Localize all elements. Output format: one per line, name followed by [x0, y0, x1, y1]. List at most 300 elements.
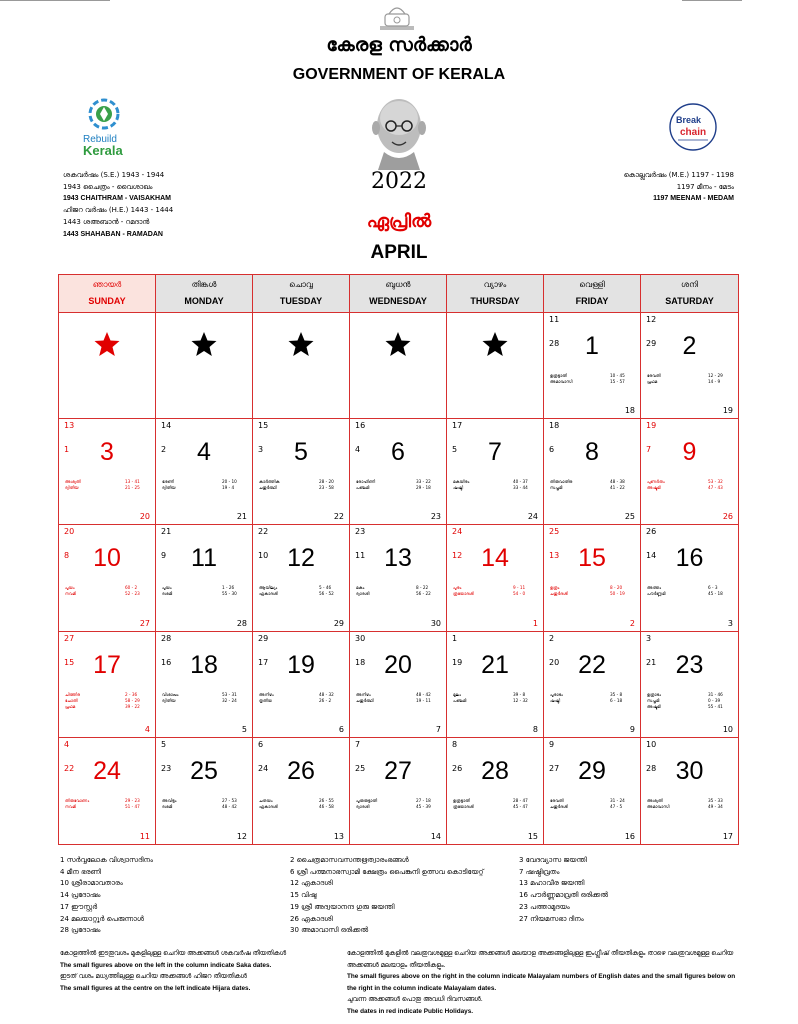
saka-date: 27 — [64, 633, 75, 643]
malayalam-era-date: 9 — [629, 724, 635, 734]
hijra-date: 19 — [452, 657, 463, 667]
saka-date: 17 — [452, 421, 463, 431]
detail-time: 60 - 2 — [125, 585, 138, 591]
star-tithi-details — [550, 373, 634, 385]
detail-time: 29 - 23 — [125, 797, 140, 803]
era-line: 1443 SHAHABAN - RAMADAN — [63, 230, 163, 238]
hijra-date: 1 — [64, 445, 70, 455]
day-cell — [59, 419, 156, 525]
festival-note: 12 ഏകാദശി — [290, 879, 333, 888]
detail-time: 2 - 36 — [125, 691, 138, 697]
malayalam-era-date: 19 — [722, 406, 733, 416]
detail-name: പൂരം — [453, 585, 462, 591]
detail-row — [162, 591, 246, 597]
detail-name: ദ്വിതീയ — [162, 485, 176, 491]
malayalam-era-date: 29 — [333, 618, 344, 628]
gandhi-portrait-image — [362, 92, 436, 170]
detail-name: ദ്വിതീയ — [65, 485, 79, 491]
star-tithi-details — [162, 692, 246, 704]
english-date: 28 — [481, 756, 509, 785]
empty-day-cell — [59, 313, 156, 419]
day-cell — [544, 525, 641, 631]
malayalam-era-date: 15 — [527, 831, 538, 841]
detail-time: 19 - 11 — [416, 697, 431, 703]
malayalam-era-date: 2 — [629, 618, 635, 628]
hijra-date: 14 — [646, 551, 657, 561]
festival-note: 15 വിഷു — [290, 891, 317, 900]
saka-date: 2 — [549, 633, 555, 643]
detail-time: 35 - 33 — [708, 797, 723, 803]
hijra-date: 21 — [646, 657, 657, 667]
legend-line: ഇടത് വശം മധ്യത്തിലുള്ള ചെറിയ അക്കങ്ങൾ ഹിജറ തീയതികൾ — [60, 972, 247, 980]
detail-name: രേവതി — [647, 373, 661, 378]
malayalam-era-date: 16 — [624, 831, 635, 841]
saka-date: 21 — [161, 527, 172, 537]
saka-date: 1 — [452, 633, 458, 643]
malayalam-era-date: 18 — [624, 406, 635, 416]
detail-time: 14 - 9 — [708, 379, 721, 384]
day-cell — [447, 632, 544, 738]
english-date: 12 — [287, 544, 315, 573]
day-cell — [641, 525, 738, 631]
detail-time: 41 - 22 — [610, 485, 625, 491]
festival-note: 17 ഈസ്റ്റർ — [60, 902, 98, 911]
detail-time: 9 - 11 — [513, 585, 526, 591]
star-tithi-details — [550, 479, 634, 491]
malayalam-era-date: 4 — [144, 724, 150, 734]
day-cell — [350, 525, 447, 631]
empty-day-cell — [447, 313, 544, 419]
hijra-date: 8 — [64, 551, 70, 561]
detail-name: ചതുർത്ഥി — [356, 697, 374, 703]
hijra-date: 28 — [646, 763, 657, 773]
english-date: 20 — [384, 650, 412, 679]
weekday-name-en: TUESDAY — [279, 296, 323, 306]
malayalam-era-date: 17 — [722, 831, 733, 841]
detail-name: അഷ്ടമി — [647, 485, 661, 491]
malayalam-era-date: 22 — [333, 512, 344, 522]
detail-time: 46 - 58 — [319, 803, 334, 809]
detail-name: പ്രഥമ — [65, 703, 76, 709]
title-malayalam: കേരള സർക്കാർ — [326, 34, 472, 56]
legend-line: The small figures above on the left in the column indicate Saka dates. — [60, 961, 272, 969]
detail-name: അശ്വതി — [647, 797, 663, 803]
hijra-date: 24 — [258, 763, 269, 773]
detail-time: 12 - 29 — [708, 373, 723, 378]
hijra-date: 9 — [161, 551, 167, 561]
weekday-header-tuesday — [253, 275, 350, 313]
detail-time: 53 - 31 — [222, 691, 237, 697]
detail-row — [162, 804, 246, 810]
day-cell — [544, 419, 641, 525]
detail-time: 8 - 20 — [610, 585, 623, 591]
star-tithi-details — [647, 798, 732, 810]
legend-line: The small figures at the centre on the left indicate Hijara dates. — [60, 984, 251, 992]
detail-row — [647, 804, 732, 810]
weekday-name-ml: വെള്ളി — [579, 280, 605, 289]
empty-day-cell — [156, 313, 253, 419]
english-date: 9 — [682, 438, 697, 467]
detail-name: രേവതി — [550, 797, 564, 803]
detail-time: 47 - 43 — [708, 485, 723, 491]
era-line: 1197 MEENAM - MEDAM — [653, 195, 734, 203]
malayalam-era-date: 24 — [527, 512, 538, 522]
english-date: 1 — [585, 332, 599, 360]
detail-row — [259, 591, 343, 597]
detail-row — [259, 804, 343, 810]
english-date: 16 — [675, 544, 704, 573]
hijra-date: 2 — [161, 445, 167, 455]
star-tithi-details — [65, 585, 149, 597]
hijra-date: 15 — [64, 657, 75, 667]
festival-note: 24 മലയാറ്റൂർ പെരുന്നാൾ — [60, 914, 144, 923]
saka-date: 14 — [161, 421, 172, 431]
festival-note: 27 നിയമസഭാ ദിനം — [519, 914, 584, 923]
detail-name: ചതുർദശി — [550, 803, 568, 809]
detail-time: 27 - 18 — [416, 797, 431, 803]
detail-row — [356, 591, 440, 597]
calendar-grid — [58, 274, 739, 845]
malayalam-era-date: 21 — [236, 512, 247, 522]
festival-note: 23 പത്താമുദയം — [519, 902, 570, 911]
weekday-name-ml: ചൊവ്വ — [289, 280, 313, 289]
day-cell — [544, 632, 641, 738]
hijra-date: 6 — [549, 445, 555, 455]
weekday-name-ml: ശനി — [681, 280, 698, 289]
hijra-date: 28 — [549, 339, 560, 348]
legend-line: കോളത്തിൽ ഇടതുവശം മുകളിലുള്ള ചെറിയ അക്കങ്ങൾ ശകവർഷ തീയതികൾ — [60, 949, 287, 957]
month-malayalam: ഏപ്രിൽ — [366, 211, 432, 232]
detail-time: 45 - 39 — [416, 803, 431, 809]
detail-time: 20 - 10 — [222, 479, 237, 485]
english-date: 14 — [481, 544, 509, 573]
era-line: 1197 മീനം - മേടം — [676, 182, 734, 191]
detail-row — [65, 591, 149, 597]
detail-name: ചതയം — [259, 797, 273, 803]
day-cell — [59, 738, 156, 844]
hijra-date: 12 — [452, 551, 463, 561]
detail-name: വിശാഖം — [162, 691, 179, 697]
day-cell — [641, 313, 738, 419]
festival-note: 6 ശ്രീ പത്മനാഭസ്വാമി ക്ഷേത്രം പൈങ്കുനി ഉത്സവ കൊടിയേറ്റ് — [290, 867, 484, 876]
english-date: 22 — [578, 650, 606, 679]
detail-name: കാർത്തിക — [259, 479, 280, 485]
day-cell — [641, 419, 738, 525]
legend-line: കോളത്തിൽ മുകളിൽ വലതുവശമുള്ള ചെറിയ അക്കങ്ങൾ മലയാള അക്കങ്ങളിലുള്ള ഇംഗ്ലീഷ് തീയതികളും താഴെ വലതുവശമുള്ള ചെറിയ അക്കങ്ങൾ മലയാളം തീയതികളും. — [347, 949, 734, 969]
star-tithi-details — [550, 692, 634, 704]
star-icon — [384, 330, 412, 358]
english-date: 5 — [294, 438, 308, 467]
detail-time: 28 - 20 — [319, 479, 334, 485]
malayalam-era-date: 8 — [532, 724, 538, 734]
detail-row — [550, 804, 634, 810]
hijra-date: 29 — [646, 339, 657, 348]
saka-date: 18 — [549, 421, 560, 431]
saka-date: 24 — [452, 527, 463, 537]
star-tithi-details — [453, 798, 537, 810]
detail-time: 51 - 47 — [125, 803, 140, 809]
english-date: 24 — [93, 756, 121, 785]
star-tithi-details — [647, 585, 732, 597]
day-cell — [350, 738, 447, 844]
weekday-name-en: SATURDAY — [665, 296, 714, 306]
star-tithi-details — [647, 692, 732, 710]
legend-line: The dates in red indicate Public Holidays. — [347, 1007, 474, 1015]
notes-column — [519, 855, 608, 925]
hijra-date: 20 — [549, 657, 560, 667]
detail-name: ഏകാദശി — [259, 591, 278, 597]
detail-row — [356, 698, 440, 704]
english-date: 11 — [191, 544, 217, 573]
day-cell — [447, 419, 544, 525]
detail-time: 1 - 26 — [222, 585, 235, 591]
detail-name: പൂയം — [65, 585, 75, 591]
detail-time: 26 - 55 — [319, 797, 334, 803]
detail-time: 48 - 42 — [416, 691, 431, 697]
hijra-date: 16 — [161, 657, 172, 667]
kerala-text: Kerala — [83, 143, 123, 158]
legend-right — [347, 948, 739, 1017]
english-date: 7 — [488, 438, 502, 467]
english-date: 27 — [384, 756, 412, 785]
detail-time: 40 - 37 — [513, 479, 528, 485]
star-tithi-details — [453, 585, 537, 597]
empty-day-cell — [253, 313, 350, 419]
detail-name: അഷ്ടമി — [647, 703, 661, 709]
hijra-date: 10 — [258, 551, 269, 561]
detail-name: തിരുവോണം — [65, 797, 90, 803]
detail-time: 53 - 32 — [708, 479, 723, 485]
detail-time: 8 - 22 — [416, 585, 429, 591]
day-cell — [641, 632, 738, 738]
detail-row — [647, 591, 732, 597]
english-date: 26 — [287, 756, 315, 785]
detail-row — [453, 804, 537, 810]
malayalam-era-date: 5 — [241, 724, 247, 734]
detail-time: 54 - 0 — [513, 591, 526, 597]
chain-text: chain — [680, 127, 707, 138]
day-cell — [59, 525, 156, 631]
star-tithi-details — [647, 373, 732, 385]
star-icon — [481, 330, 509, 358]
star-tithi-details — [550, 798, 634, 810]
detail-name: അത്തം — [647, 585, 662, 591]
star-tithi-details — [65, 692, 149, 710]
detail-row — [453, 698, 537, 704]
detail-time: 45 - 47 — [513, 803, 528, 809]
detail-name: പഞ്ചമി — [453, 697, 467, 703]
saka-date: 3 — [646, 633, 652, 643]
hijra-date: 22 — [64, 763, 75, 773]
weekday-name-ml: തിങ്കൾ — [191, 280, 217, 289]
saka-date: 16 — [355, 421, 366, 431]
star-tithi-details — [356, 585, 440, 597]
detail-row — [550, 485, 634, 491]
saka-date: 30 — [355, 633, 366, 643]
saka-date: 7 — [355, 739, 361, 749]
saka-date: 9 — [549, 739, 555, 749]
malayalam-era-date: 20 — [139, 512, 150, 522]
saka-date: 12 — [646, 315, 657, 324]
detail-row — [162, 485, 246, 491]
hijra-date: 26 — [452, 763, 463, 773]
detail-name: അവിട്ടം — [162, 797, 177, 803]
malayalam-era-date: 11 — [139, 831, 150, 841]
detail-row — [647, 485, 732, 491]
english-date: 29 — [578, 756, 606, 785]
detail-time: 52 - 23 — [125, 591, 140, 597]
day-cell — [544, 313, 641, 419]
star-tithi-details — [550, 585, 634, 597]
detail-time: 23 - 58 — [319, 485, 334, 491]
english-date: 15 — [578, 544, 606, 573]
star-tithi-details — [356, 479, 440, 491]
detail-row — [647, 379, 732, 385]
detail-time: 55 - 30 — [222, 591, 237, 597]
malayalam-era-date: 26 — [722, 512, 733, 522]
english-date: 21 — [481, 650, 509, 679]
saka-date: 6 — [258, 739, 264, 749]
star-tithi-details — [162, 479, 246, 491]
english-date: 18 — [190, 650, 218, 679]
detail-time: 48 - 38 — [610, 479, 625, 485]
saka-date: 11 — [549, 315, 560, 324]
detail-name: അനിഴം — [356, 691, 371, 697]
day-cell — [156, 632, 253, 738]
detail-row — [356, 804, 440, 810]
break-the-chain-logo — [668, 102, 718, 152]
state-emblem-icon — [377, 4, 417, 34]
detail-time: 10 - 45 — [610, 373, 625, 378]
festival-note: 13 മഹാവീര ജയന്തി — [519, 879, 585, 888]
festival-note: 7 ഷഷ്ഠിവ്രതം — [519, 867, 560, 876]
detail-time: 55 - 41 — [708, 703, 723, 709]
detail-name: ഭരണി — [162, 479, 174, 485]
detail-name: നവമി — [65, 591, 76, 597]
star-tithi-details — [647, 479, 732, 491]
detail-time: 31 - 24 — [610, 797, 625, 803]
saka-date: 22 — [258, 527, 269, 537]
day-cell — [156, 419, 253, 525]
malayalam-era-date: 30 — [430, 618, 441, 628]
detail-row — [65, 485, 149, 491]
detail-time: 50 - 19 — [610, 591, 625, 597]
weekday-name-ml: ഞായർ — [92, 280, 122, 289]
detail-name: ആയില്യം — [259, 585, 278, 591]
day-cell — [156, 525, 253, 631]
star-tithi-details — [259, 585, 343, 597]
saka-date: 10 — [646, 739, 657, 749]
star-tithi-details — [453, 479, 537, 491]
hijra-date: 18 — [355, 657, 366, 667]
calendar-year: 2022 — [371, 169, 427, 194]
legend-line: ചുവന്ന അക്കങ്ങൾ പൊതു അവധി ദിവസങ്ങൾ. — [347, 995, 483, 1003]
detail-time: 39 - 22 — [125, 703, 140, 709]
festival-note: 19 ശ്രീ അദ്വയാനന്ദ ഗുരു ജയന്തി — [290, 902, 395, 911]
weekday-header-friday — [544, 275, 641, 313]
weekday-name-ml: വ്യാഴം — [483, 280, 507, 289]
malayalam-era-date: 28 — [236, 618, 247, 628]
detail-name: പുണർതം — [647, 479, 665, 485]
festival-note: 16 പൗർണ്ണമാവ്രതി ഒരിക്കൽ — [519, 891, 609, 900]
detail-time: 28 - 47 — [513, 797, 528, 803]
detail-time: 6 - 18 — [610, 697, 623, 703]
detail-name: അമാവാസി — [550, 379, 573, 384]
era-line: 1943 ചൈത്രം - വൈശാഖം — [63, 182, 153, 191]
detail-time: 13 - 41 — [125, 479, 140, 485]
malayalam-era-date: 10 — [722, 724, 733, 734]
malayalam-era-date: 6 — [338, 724, 344, 734]
detail-time: 48 - 32 — [319, 691, 334, 697]
detail-time: 39 - 8 — [513, 691, 526, 697]
top-border-left — [0, 0, 110, 1]
hijra-date: 5 — [452, 445, 458, 455]
detail-time: 47 - 5 — [610, 803, 623, 809]
festival-note: 30 അമാവാസി ഒരിക്കൽ — [290, 926, 369, 935]
hijra-date: 11 — [355, 551, 366, 561]
detail-row — [550, 698, 634, 704]
saka-date: 15 — [258, 421, 269, 431]
month-english: APRIL — [370, 242, 428, 263]
detail-name: ദ്വിതീയ — [162, 697, 176, 703]
detail-name: പൗർണ്ണമി — [647, 591, 666, 597]
detail-time: 21 - 25 — [125, 485, 140, 491]
detail-name: സപ്തമി — [647, 697, 660, 703]
detail-name: ഏകാദശി — [259, 803, 278, 809]
weekday-name-en: FRIDAY — [575, 296, 609, 306]
malayalam-era-date: 7 — [435, 724, 441, 734]
english-date: 25 — [190, 756, 218, 785]
saka-date: 26 — [646, 527, 657, 537]
saka-date: 4 — [64, 739, 70, 749]
detail-name: തിരുവാതിര — [550, 479, 573, 485]
festival-note: 26 ഏകാദശി — [290, 914, 333, 923]
star-icon — [93, 330, 121, 358]
english-date: 8 — [585, 438, 599, 467]
festival-note: 4 മീന ഭരണി — [60, 867, 102, 876]
detail-name: ദ്വാദശി — [356, 803, 370, 809]
saka-date: 25 — [549, 527, 560, 537]
malayalam-era-date: 13 — [333, 831, 344, 841]
detail-name: ത്രയോദശി — [453, 803, 474, 809]
detail-time: 6 - 3 — [708, 585, 718, 591]
weekday-header-wednesday — [350, 275, 447, 313]
detail-row — [550, 379, 634, 385]
hijra-date: 4 — [355, 445, 361, 455]
english-date: 3 — [100, 438, 114, 467]
star-tithi-details — [259, 798, 343, 810]
detail-time: 26 - 2 — [319, 697, 332, 703]
day-cell — [253, 419, 350, 525]
detail-time: 0 - 39 — [708, 697, 721, 703]
saka-date: 13 — [64, 421, 75, 431]
detail-row — [647, 704, 732, 710]
detail-name: ദ്വാദശി — [356, 591, 370, 597]
saka-date: 19 — [646, 421, 657, 431]
detail-time: 31 - 46 — [708, 691, 723, 697]
festival-note: 3 വേദവ്യാസ ജയന്തി — [519, 856, 587, 864]
detail-name: പഞ്ചമി — [356, 485, 370, 491]
hijra-date: 25 — [355, 763, 366, 773]
detail-time: 56 - 52 — [319, 591, 334, 597]
detail-row — [453, 591, 537, 597]
english-date: 2 — [682, 332, 697, 360]
detail-name: ഉത്രം — [550, 585, 560, 591]
detail-row — [550, 591, 634, 597]
malayalam-era-date: 25 — [624, 512, 635, 522]
detail-time: 27 - 53 — [222, 797, 237, 803]
weekday-name-en: WEDNESDAY — [369, 296, 427, 306]
